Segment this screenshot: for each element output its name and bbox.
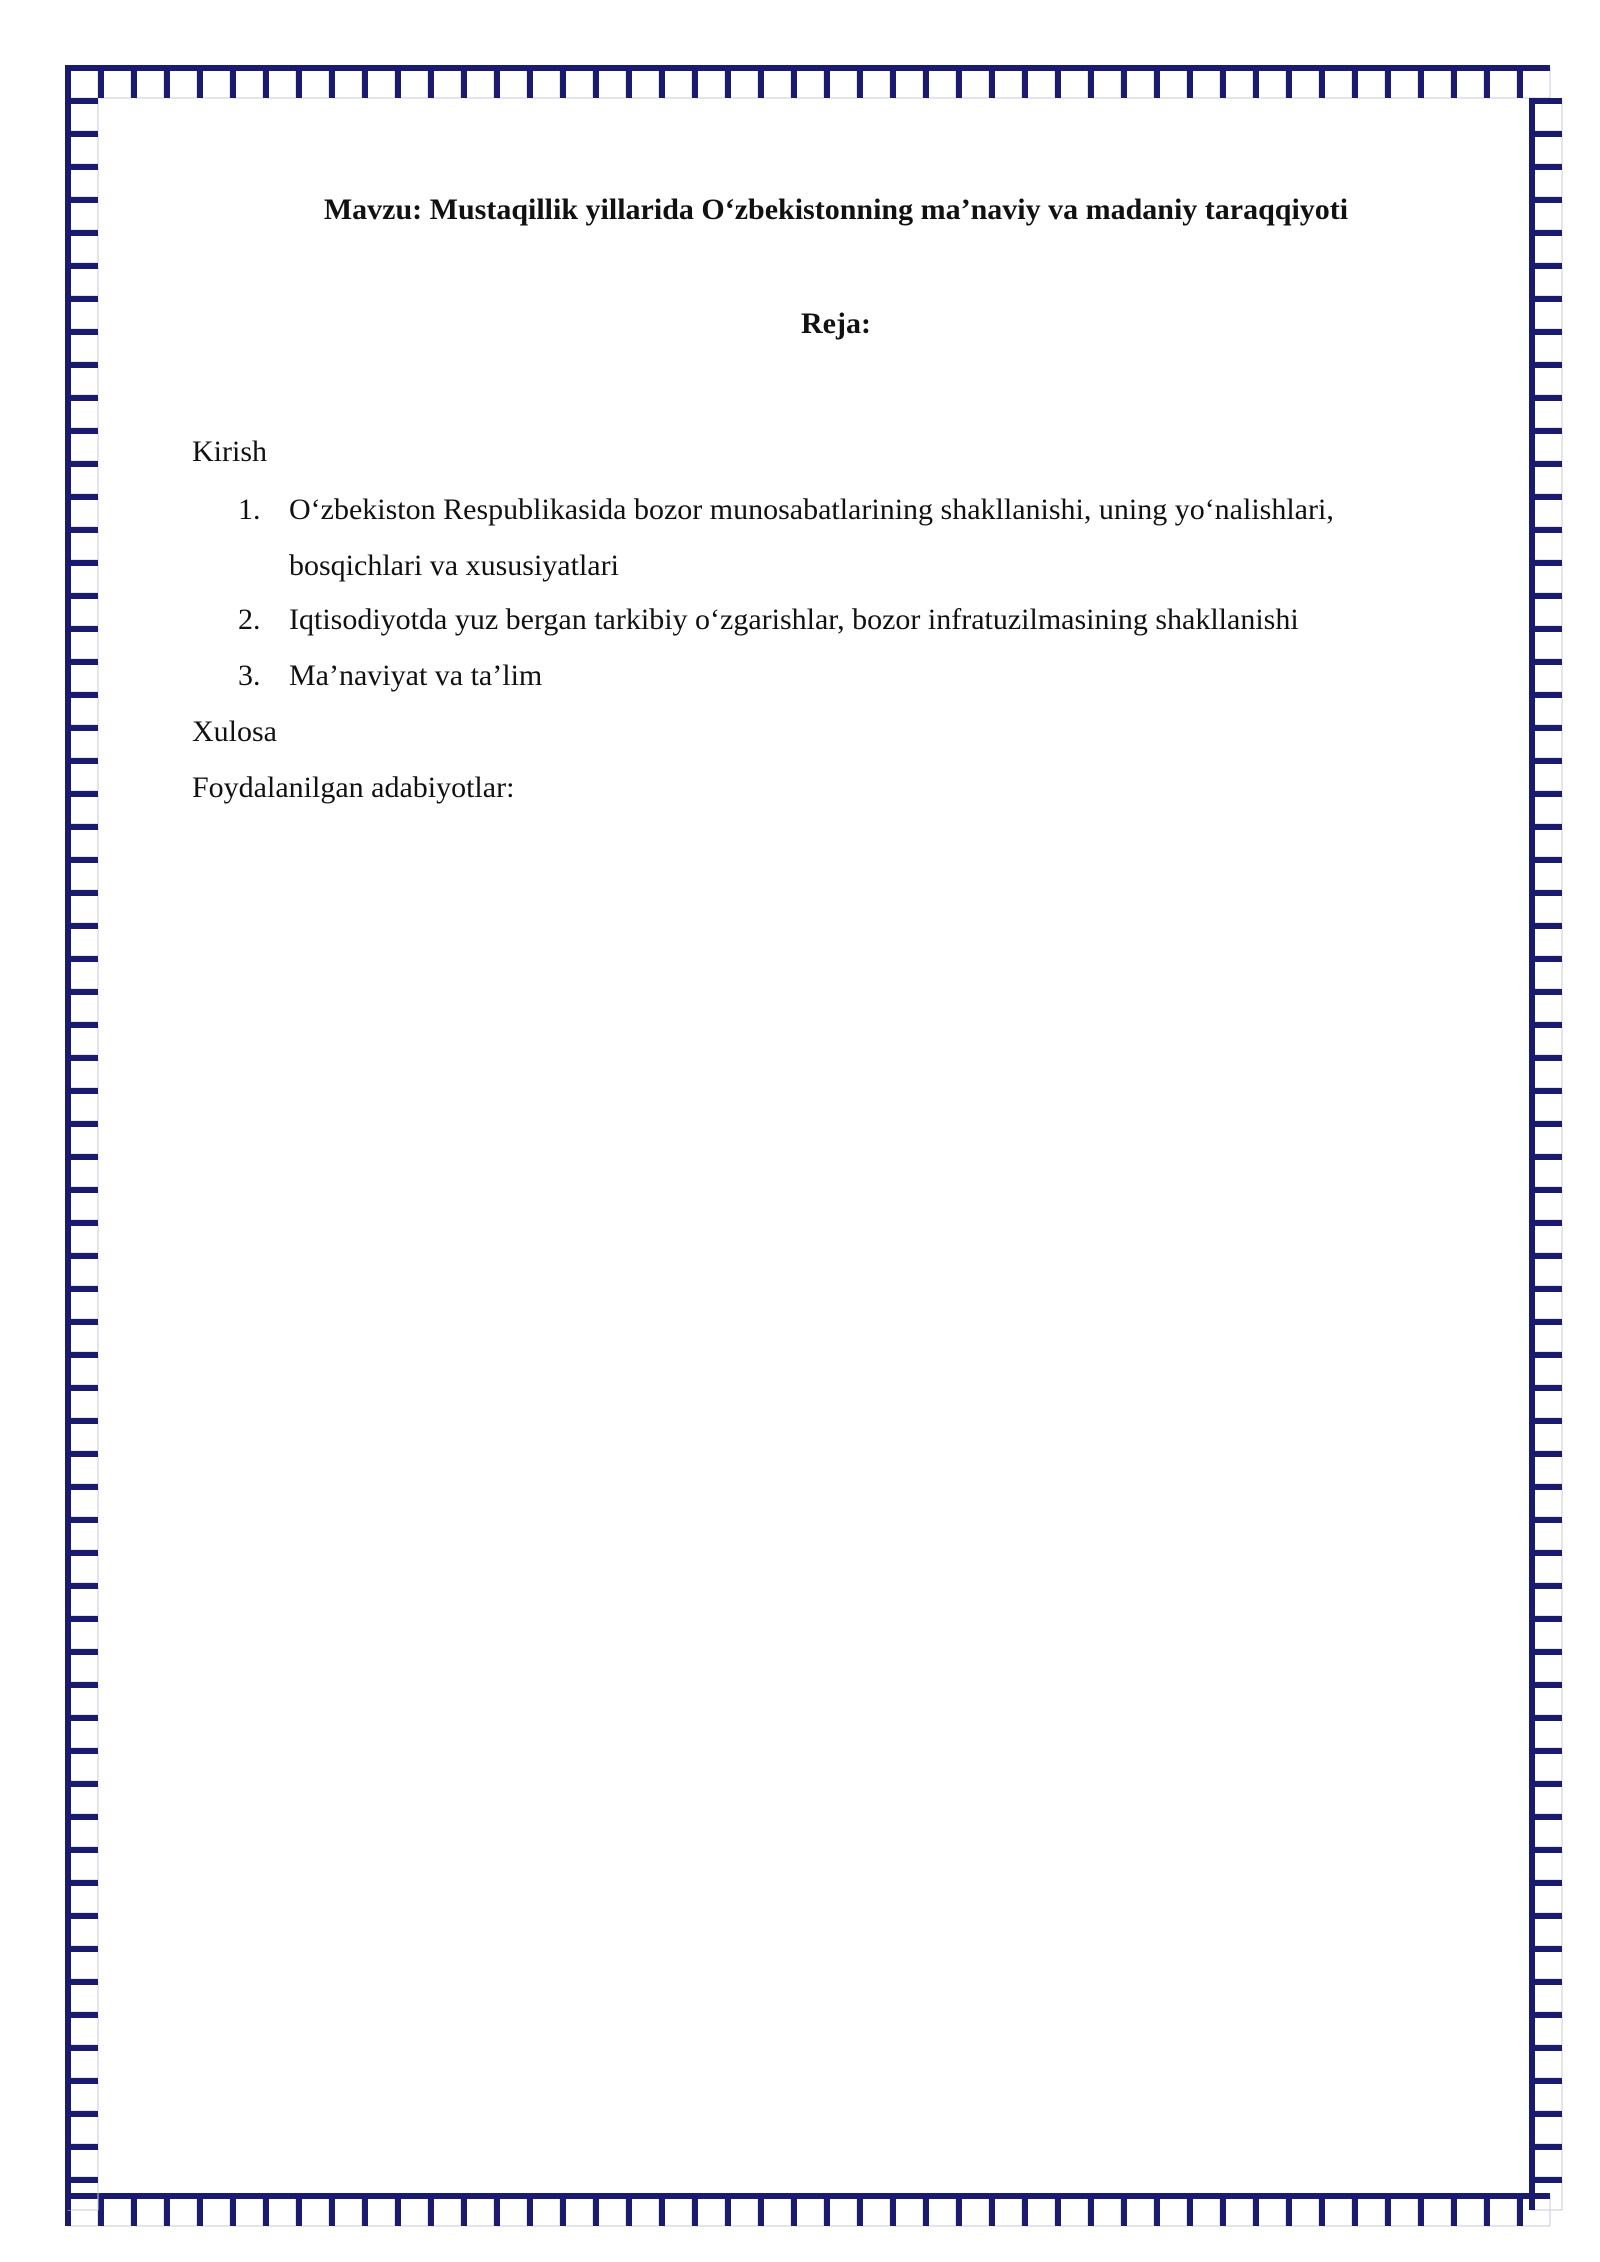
plan-heading: Reja: (801, 307, 871, 340)
list-item-number: 1. (238, 493, 261, 526)
list-item-text: Iqtisodiyotda yuz bergan tarkibiy o‘zgarishlar, bozor infratuzilmasining shakllanishi (289, 603, 1299, 636)
page-title: Mavzu: Mustaqillik yillarida O‘zbekistonning ma’naviy va madaniy taraqqiyoti (323, 193, 1349, 226)
conclusion-label: Xulosa (192, 715, 277, 748)
list-item-text: O‘zbekiston Respublikasida bozor munosabatlarining shakllanishi, uning yo‘nalishlari, (289, 493, 1334, 526)
intro-label: Kirish (192, 435, 267, 468)
list-item-text: Ma’naviyat va ta’lim (289, 659, 543, 692)
list-item-number: 3. (238, 659, 261, 692)
list-item-text-continued: bosqichlari va xususiyatlari (289, 549, 619, 582)
list-item-number: 2. (238, 603, 261, 636)
references-label: Foydalanilgan adabiyotlar: (192, 771, 515, 804)
